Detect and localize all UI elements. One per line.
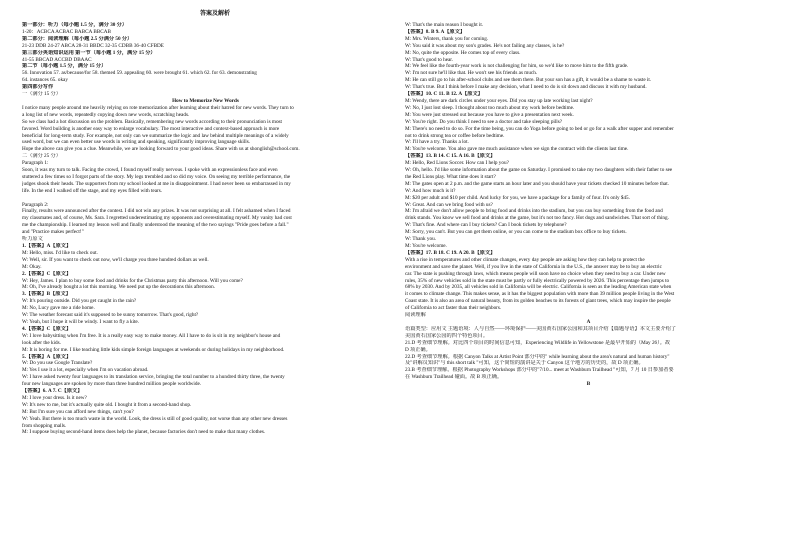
left-text-line: 1-20：ACBCA ACBAC BABCA BBCAB [22,28,111,35]
left-text-line: M: Oh, I've already bought a lot this morning. We need put up the decorations this afternoon. [22,284,216,291]
left-text-line: W: It's pouring outside. Did you get caught in the rain? [22,298,137,305]
left-text-line: How to Memorize New Words [172,97,239,104]
left-text-line: four new languages are spoken by more than three hundred million people worldwide. [22,381,202,388]
right-text-line: not to drink strong tea or coffee before bedtime. [405,132,505,139]
right-text-line: W: You said it was about my son's grades. He's not failing any classes, is he? [405,42,565,49]
left-text-line: my classmates and, of course, Ms. Sara. I regretted underestimating my opponents and overestimating myself. My vanity had cost [22,215,292,222]
right-text-line: W: That's fine. And where can I buy tickets? Can I book tickets by telephone? [405,222,567,229]
right-text-line: 阅读理解 [405,312,426,319]
left-text-line: W: The weather forecast said it's supposed to be sunny tomorrow. That's good, right? [22,312,199,319]
left-text-line: Paragraph 2: [22,201,49,208]
left-text-line: a long list of new words, repeatedly copying down new words, scratching heads. [22,111,190,118]
left-text-line: 21-23 DDB 24-27 ABCA 28-31 BBDC 32-35 CDBB 36-40 CFBDE [22,42,164,49]
right-text-line: 22.D 考查细节理解。根据 Canyon Talks at Artist Point 部分中的" while learning about the area's natural and human history" [405,353,670,360]
left-text-line: 41-55 BBCAD ACCBD DBAAC [22,56,92,63]
left-text-line: W: Yeah, but I hope it will be windy. I want to fly a kite. [22,318,140,325]
left-text-line: Soon, it was my turn to talk. Facing the crowd, I found myself really nervous. I spoke with an expressionless face and even [22,167,278,174]
left-text-line: M: Yes I use it a lot, especially when I'm on vacation abroad. [22,367,149,374]
left-text-line: W: Hey, James. I plan to buy some food and drinks for the Christmas party this afternoon. Will you come? [22,277,243,284]
right-text-line: Coast state. It is also an area of natural beauty, from its golden beaches to its forests of giant trees, which may inspire the people [405,298,671,305]
left-text-line: M: I love your dress. Is it new? [22,394,87,401]
right-text-line: M: Wendy, there are dark circles under your eyes. Did you stay up late working last night? [405,97,593,104]
left-text-line: Hope the above can give you a clue. Meanwhile, we are looking forward to your good ideas. Share with us at shonglish@school.com. [22,146,300,153]
right-text-line: W: That's the main reason I bought it. [405,22,484,28]
right-text-line: 美国黄石国家公园的四个特色项目。 [405,332,489,339]
right-text-line: 【答案】13. B 14. C 15. A 16. B【原文】 [405,153,496,160]
left-text-line: beneficial for long-term study. For example, not only can we summarize the logic and law behind multiple meanings of a widely [22,132,289,139]
right-text-line: of California to act faster than their neighbors. [405,305,502,312]
left-column [22,22,389,436]
right-text-line: it comes to climate change. This makes sense, as it has the biggest population with more than 39 million people living in the West [405,291,675,298]
left-text-line: 4.【答案】C【原文】 [22,325,72,332]
left-text-line: W: Do you use Google Translate? [22,360,93,367]
right-text-line: W: That's good to hear. [405,56,454,63]
left-text-line: I notice many people around me heavily relying on rote memorization after learning about their hatred for new words. They turn to [22,104,294,111]
left-text-line: 一（满分 15 分） [22,91,61,98]
left-text-line: M: No, Lucy gave me a ride home. [22,305,95,312]
left-text-line: judges shook their heads. The supporters from my school looked at me in disappointment. I had never been so embarrassed in my [22,180,291,187]
right-text-line: W: Thank you. [405,236,436,243]
right-text-line: M: You're welcome. You also gave me much assistance when we sign the contract with the clients last time. [405,146,629,153]
left-text-line: 56. Innovation 57. as/because/for 58. themed 59. appealing 60. were brought 61. which 62. for 63. demonstrating [22,70,257,77]
right-text-line: With a rise in temperatures and other climate changes, every day people are asking how they can help to protect the [405,256,645,263]
left-text-line: life. In the end I walked off the stage, and my eyes filled with tears. [22,187,163,194]
left-text-line: W: Well, sir. If you want to check out now, we'll charge you three hundred dollars as well. [22,256,209,263]
left-text-line: 第二节（每小题 1.5 分，满分 15 分） [22,63,107,70]
left-text-line: 第四部分写作 [22,84,54,91]
right-text-line: A [586,318,591,325]
right-text-line: M: I'm afraid we don't allow people to bring food and drinks into the stadium, but you can buy something from the food and [405,208,663,215]
right-text-line: W: And how much is it? [405,187,456,194]
right-text-line: W: Great. And can we bring food with us? [405,201,493,208]
right-text-line: 【答案】17. B 18. C 19. A 20. B【原文】 [405,249,496,256]
left-text-line: 3.【答案】B【原文】 [22,291,71,298]
left-text-line [22,195,389,202]
left-text-line: Paragraph 1: [22,160,49,167]
right-text-line: 语篇类型：应用文 主题语境：人与自然——环境保护——美国黄石国家公园和其项目介绍【篇题导语】本文主要介绍了 [405,325,677,332]
left-text-line: 第三部分英语知识运用 第一节（每小题 1 分，满分 15 分） [22,49,156,56]
right-text-line: 【答案】8. B 9. A【原文】 [405,28,466,35]
page-title: 答案及解析 [200,11,231,17]
left-text-line: 第一部分：听力（每小题 1.5 分，满分 30 分） [22,22,128,28]
right-text-line: M: Hello, Red Lions Soccer. How can I help you? [405,160,509,167]
right-text-line: W: Oh, hello. I'd like some information about the game on Saturday. I promised to take my two daughters with their father to see [405,167,673,174]
right-text-line: W: I'm not sure he'll like that. He won't see his friends as much. [405,70,538,77]
right-text-line: environment and save the planet. Well, if you live in the state of California in the U.S., the answer may be to buy an electric [405,263,662,270]
right-text-line: M: The gates open at 2 p.m. and the game starts an hour later and you should have your tickets checked 10 minutes before that. [405,180,669,187]
left-text-line: used word, but we can even better use words in writing and speaking, significantly improving language skills. [22,139,251,146]
right-text-line: M: We feel like the fourth-year work is not challenging for him, so we'd like to move him to the fifth grade. [405,63,629,70]
right-text-line: M: You're welcome. [405,243,447,249]
left-text-line: Finally, results were announced after the contest. I did not win any prizes. It was not surprising at all. I felt ashamed when I faced [22,208,291,215]
left-text-line: stuttered a few times so I forgot parts of the story. My legs trembled and so did my voice. On seeing my terrible performance, the [22,173,291,180]
right-text-line: M: Mrs. Winters, thank you for coming. [405,35,489,42]
right-text-line: the Red Lions play. What time does it start? [405,173,496,180]
left-text-line: me the championship. I learned my lesson well and finally understood the meaning of the two sayings "Pride goes before a fall." [22,222,289,229]
right-text-line: drink stands. You know we sell food and drinks at the game, but it's not too fancy. Hot dogs and sandwiches. That sort of thing. [405,215,669,222]
left-text-line: M: But I'm sure you can afford new things, can't you? [22,408,134,415]
right-text-line: 23.B 考查细节理解。根据 Photography Workshops 部分中的"7/10... meet at Washburn Trailhead "可知，7 月 10 日参加者要 [405,367,674,374]
left-text-line: 听力原文 [22,236,43,243]
right-text-line: 在 Washburn Trailhead 碰面。故 B 项正确。 [405,374,503,381]
left-text-line: from shopping malls. [22,422,67,429]
right-text-line: 68% by 2030. And by 2035, all vehicles sold in California will be electric. California is seen as the leading American state when [405,284,672,291]
left-text-line: 5.【答案】A【原文】 [22,353,72,360]
left-text-line: M: I suppose buying second-hand items does help the planet, because factories don't need to make that many clothes. [22,429,266,436]
right-text-line: M: $20 per adult and $10 per child. And lucky for you, we have a package for a family of four. It's only $45. [405,194,630,201]
left-text-line: M: It is boring for me. I like teaching little kids simple foreign languages at weekends or during holidays in my neighborhood. [22,346,285,353]
right-text-line: 及"讲解员知识"与 this short talk "可知，这个简短的演讲是关于 Canyon 这个地方的历史的，故 D 项正确。 [405,360,644,367]
right-text-line: M: No, quite the opposite. He comes top of every class. [405,49,521,56]
right-text-line: 21.D 考查细节理解。对比四个项目的时间信息可知，Experiencing Wildlife in Yellowstone 是最早开始的（May 26）。故 [405,339,671,346]
left-text-line: M: Okay. [22,263,42,270]
right-text-line: W: You're right. Do you think I need to see a doctor and take sleeping pills? [405,118,563,125]
left-text-line: look after the kids. [22,339,61,346]
left-text-line: W: I love babysitting when I'm free. It is a really easy way to make money. All I have to do is sit in my neighbor's house and [22,332,281,339]
right-text-line: W: That's true. But I think before I make any decision, what I need to do is sit down and discuss it with my husband. [405,84,647,91]
right-text-line: M: He can still go to his after-school clubs and see them there. But your son has a gift, it would be a shame to waste it. [405,77,652,84]
left-text-line: 64. instances 65. okay [22,77,68,84]
right-text-line: M: You were just stressed out because you have to give a presentation next week. [405,111,574,118]
left-text-line: 2.【答案】C【原文】 [22,270,72,277]
right-text-line: M: There's no need to do so. For the time being, you can do Yoga before going to bed or go for a walk after supper and remember [405,125,674,132]
left-text-line: favored. Word building is another easy way to enlarge vocabulary. The most interactive and context-based approach is more [22,125,280,132]
right-text-line: D 项正确。 [405,346,431,353]
left-text-line: 二（满分 25 分） [22,153,61,160]
right-column [405,22,772,388]
left-text-line: So we class had a hot discussion on the problem. Basically, remembering new words according to their pronunciation is most [22,118,282,125]
left-text-line: W: It's new to me, but it's actually quite old. I bought it from a second-hand shop. [22,401,192,408]
left-text-line: 第二部分：阅读理解（每小题 2.5 分满分 50 分） [22,35,133,42]
left-text-line: M: Hello, miss. I'd like to check out. [22,249,98,256]
left-text-line: W: I have asked twenty four languages to its translation service, bringing the total number to a hundred thirty three, the twenty [22,374,285,381]
right-text-line: W: I'll have a try. Thanks a lot. [405,139,469,146]
left-text-line: and "Practice makes perfect!" [22,229,84,236]
left-text-line: 【答案】6. A 7. C【原文】 [22,388,83,395]
right-text-line: 【答案】10. C 11. B 12. A【原文】 [405,91,483,98]
right-text-line: rules, 35% of new vehicles sold in the state must be partly or fully electrically powered by 2026. This percentage then jumps to [405,277,670,284]
right-text-line: M: Sorry, you can't. But you can get them online, or you can come to the stadium box office to buy tickets. [405,229,627,236]
left-text-line: 1.【答案】A【原文】 [22,243,72,249]
left-text-line: W: Yeah. But there is too much waste in the world. Look, the dress is still of good quality, not worse than any other new dresses [22,415,288,422]
right-text-line: car. The state is pushing through laws, which means people will soon have no choice when they need to buy a car. Under new [405,270,666,277]
right-text-line: B [586,381,591,388]
right-text-line: W: No, I just lost sleep. I thought about too much about my work before bedtime. [405,104,575,111]
